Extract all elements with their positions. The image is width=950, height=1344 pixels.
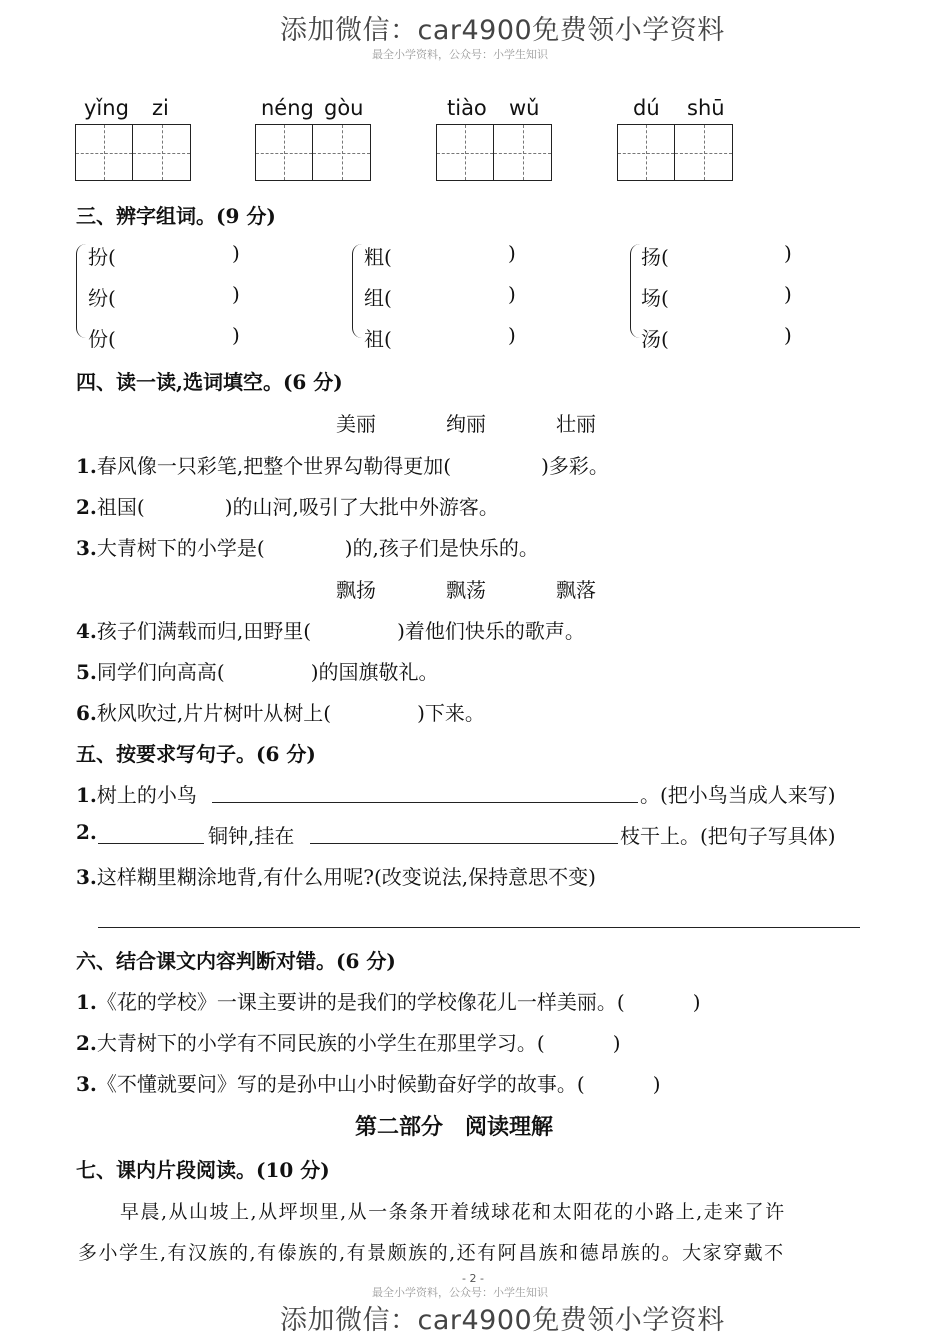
answer-line[interactable] <box>98 843 204 844</box>
pinyin-4a: dú <box>633 96 660 120</box>
footer-banner: 添加微信：car4900免费领小学资料 <box>280 1305 725 1336</box>
question-text: 春风像一只彩笔,把整个世界勾勒得更加( <box>96 454 452 478</box>
writing-box-2[interactable] <box>255 124 371 181</box>
close-paren: ) <box>784 323 792 347</box>
question-text: )的山河,吸引了大批中外游客。 <box>224 495 499 519</box>
question-text: 铜钟,挂在 <box>208 824 295 848</box>
question-text: ) <box>612 1031 621 1055</box>
question-text: ) <box>652 1072 661 1096</box>
question-hint: 。(把小鸟当成人来写) <box>640 783 836 807</box>
question-text: 树上的小鸟 <box>96 783 197 807</box>
char-2-1: 粗( <box>364 245 392 269</box>
question-4-1 <box>76 450 609 479</box>
question-number: 6. <box>76 701 97 725</box>
header-banner: 添加微信：car4900免费领小学资料 <box>280 15 725 46</box>
close-paren: ) <box>508 282 516 306</box>
writing-box-4[interactable] <box>617 124 733 181</box>
question-number: 3. <box>76 536 97 560</box>
passage-line: 早晨,从山坡上,从坪坝里,从一条条开着绒球花和太阳花的小路上,走来了许 <box>120 1201 786 1223</box>
question-5-3 <box>76 861 596 890</box>
question-text: )下来。 <box>417 701 485 725</box>
pinyin-3b: wǔ <box>509 96 540 120</box>
question-text: 《花的学校》一课主要讲的是我们的学校像花儿一样美丽。( <box>96 990 625 1014</box>
char-1-1: 扮( <box>88 245 116 269</box>
pinyin-3a: tiào <box>447 96 487 120</box>
writing-box-1[interactable] <box>75 124 191 181</box>
pinyin-1a: yǐng <box>84 96 129 120</box>
question-4-4 <box>76 615 585 644</box>
close-paren: ) <box>784 241 792 265</box>
question-text: 《不懂就要问》写的是孙中山小时候勤奋好学的故事。( <box>96 1072 585 1096</box>
writing-box-3[interactable] <box>436 124 552 181</box>
question-number: 5. <box>76 660 97 684</box>
close-paren: ) <box>232 323 240 347</box>
word-option: 壮丽 <box>556 412 596 436</box>
answer-line[interactable] <box>310 843 618 844</box>
question-number: 4. <box>76 619 97 643</box>
question-4-5 <box>76 656 439 685</box>
question-text: 大青树下的小学是( <box>96 536 265 560</box>
question-text: )多彩。 <box>541 454 609 478</box>
close-paren: ) <box>508 241 516 265</box>
header-faint-text: 最全小学资料，公众号：小学生知识 <box>372 48 548 61</box>
section6-title: 六、结合课文内容判断对错。(6 分) <box>76 949 396 973</box>
close-paren: ) <box>232 241 240 265</box>
word-option: 飘落 <box>556 578 596 602</box>
question-text: ) <box>692 990 701 1014</box>
passage-line: 多小学生,有汉族的,有傣族的,有景颇族的,还有阿昌族和德昂族的。大家穿戴不 <box>78 1242 785 1264</box>
question-4-2 <box>76 491 499 520</box>
question-4-6 <box>76 697 485 726</box>
section4-title: 四、读一读,选词填空。(6 分) <box>76 370 343 394</box>
question-number: 2. <box>76 495 97 519</box>
pinyin-2b: gòu <box>324 96 364 120</box>
question-6-3 <box>76 1068 661 1097</box>
pinyin-4b: shū <box>687 96 725 120</box>
question-6-2 <box>76 1027 621 1056</box>
question-text: 这样糊里糊涂地背,有什么用呢?(改变说法,保持意思不变) <box>96 865 596 889</box>
section3-title: 三、辨字组词。(9 分) <box>76 204 276 228</box>
question-hint: 枝干上。(把句子写具体) <box>620 824 836 848</box>
question-text: 秋风吹过,片片树叶从树上( <box>96 701 332 725</box>
section5-title: 五、按要求写句子。(6 分) <box>76 742 316 766</box>
question-number: 3. <box>76 1072 97 1096</box>
close-paren: ) <box>232 282 240 306</box>
page-number: - 2 - <box>462 1272 484 1285</box>
char-3-2: 场( <box>641 286 669 310</box>
question-text: 祖国( <box>96 495 145 519</box>
question-text: )的国旗敬礼。 <box>310 660 439 684</box>
section7-title: 七、课内片段阅读。(10 分) <box>76 1158 330 1182</box>
question-number: 2. <box>76 1031 97 1055</box>
pinyin-2a: néng <box>261 96 314 120</box>
part2-title: 第二部分 阅读理解 <box>355 1114 554 1140</box>
answer-line[interactable] <box>212 802 638 803</box>
word-option: 飘扬 <box>336 578 376 602</box>
close-paren: ) <box>508 323 516 347</box>
question-5-1 <box>76 779 197 808</box>
char-2-3: 祖( <box>364 327 392 351</box>
question-6-1 <box>76 986 701 1015</box>
footer-faint-text: 最全小学资料，公众号：小学生知识 <box>372 1286 548 1299</box>
question-number: 1. <box>76 454 97 478</box>
answer-line[interactable] <box>98 927 860 928</box>
question-number: 2. <box>76 820 97 844</box>
word-option: 美丽 <box>336 412 376 436</box>
char-2-2: 组( <box>364 286 392 310</box>
char-1-2: 纷( <box>88 286 116 310</box>
question-number: 1. <box>76 990 97 1014</box>
char-3-3: 汤( <box>641 327 669 351</box>
question-number: 1. <box>76 783 97 807</box>
close-paren: ) <box>784 282 792 306</box>
question-text: 大青树下的小学有不同民族的小学生在那里学习。( <box>96 1031 545 1055</box>
question-text: 孩子们满载而归,田野里( <box>96 619 312 643</box>
question-text: 同学们向高高( <box>96 660 225 684</box>
question-4-3 <box>76 532 539 561</box>
char-3-1: 扬( <box>641 245 669 269</box>
question-text: )的,孩子们是快乐的。 <box>344 536 539 560</box>
question-text: )着他们快乐的歌声。 <box>397 619 585 643</box>
pinyin-1b: zi <box>152 96 169 120</box>
word-option: 飘荡 <box>446 578 486 602</box>
word-option: 绚丽 <box>446 412 486 436</box>
char-1-3: 份( <box>88 327 116 351</box>
question-number: 3. <box>76 865 97 889</box>
